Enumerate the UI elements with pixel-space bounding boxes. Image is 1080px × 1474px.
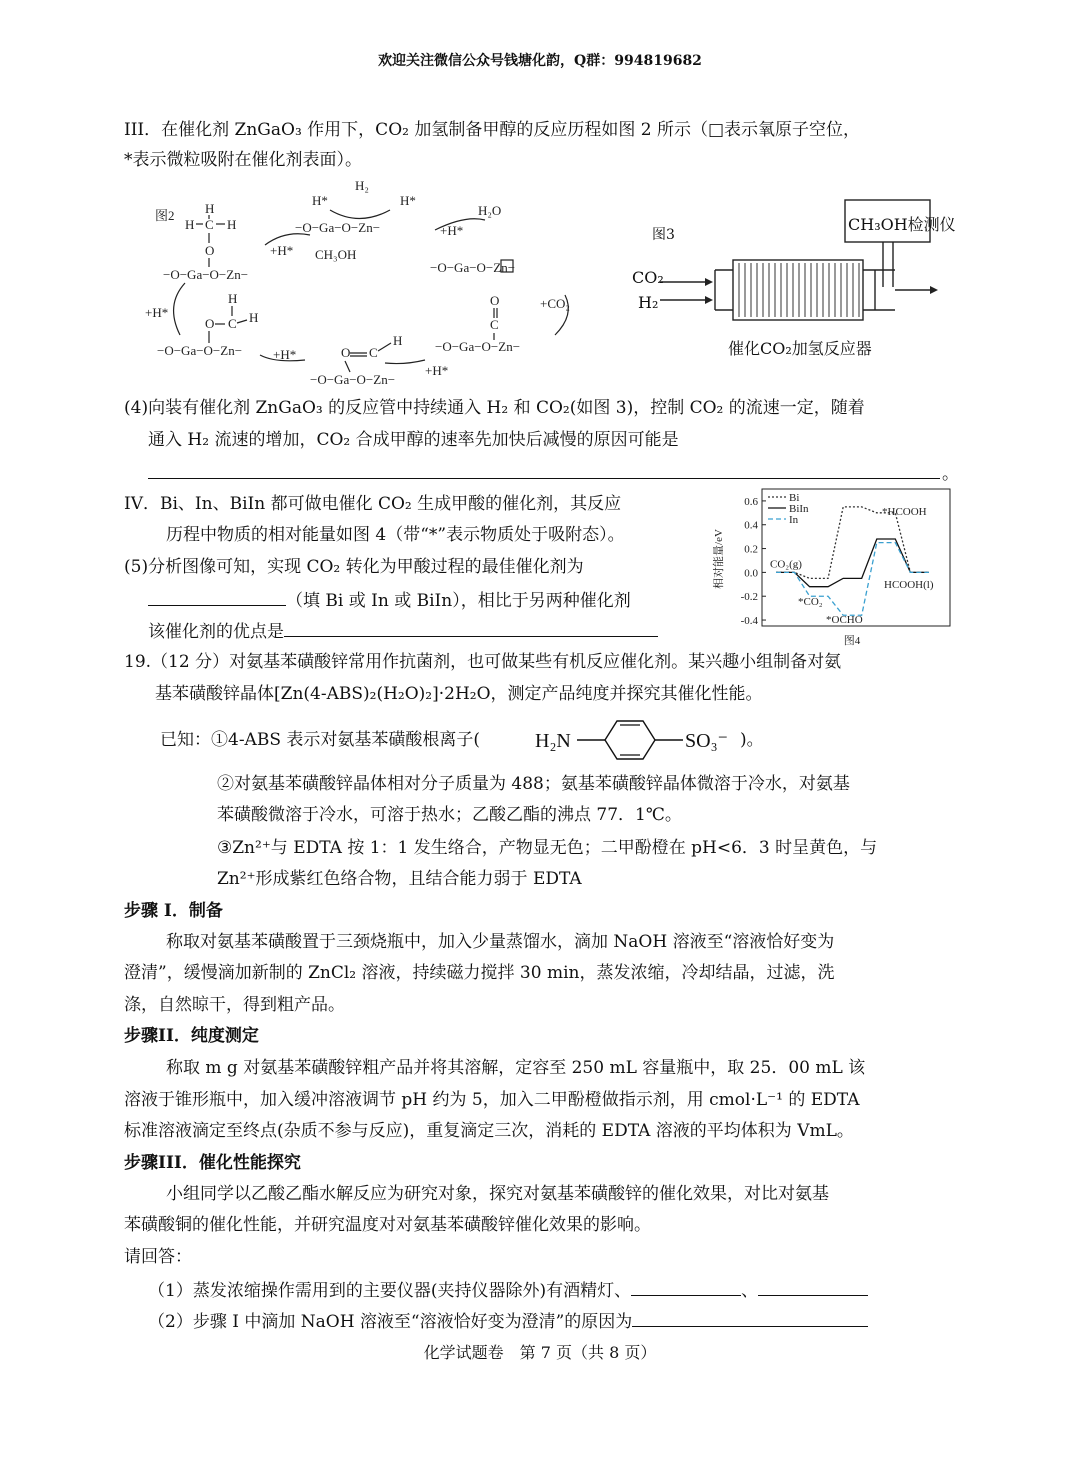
- fig4-legend-label: Bi: [789, 492, 800, 504]
- a2-line: [148, 1308, 868, 1334]
- q5-line1: (5)分析图像可知，实现 CO₂ 转化为甲酸过程的最佳催化剂为: [124, 557, 584, 577]
- reactor-tubes: [739, 263, 859, 317]
- fig2-label: 图2: [155, 208, 175, 223]
- known1-post: )。: [740, 730, 764, 750]
- fig4-ytick-label: 0.2: [744, 543, 758, 556]
- a1-blank-2[interactable]: [758, 1277, 868, 1296]
- fig3-co2-label: CO₂: [632, 268, 664, 287]
- q5-line2-text: （填 Bi 或 In 或 BiIn），相比于另两种催化剂: [286, 591, 631, 611]
- svg-text:+H*: +H*: [273, 347, 297, 362]
- a2-text: （2）步骤 I 中滴加 NaOH 溶液至“溶液恰好变为澄清”的原因为: [148, 1312, 633, 1332]
- svg-text:+H*: +H*: [270, 243, 294, 258]
- known1-line: [160, 728, 480, 752]
- fig2-chain-b: −O−Ga−O−Zn−: [295, 220, 381, 235]
- svg-text:C: C: [205, 217, 214, 232]
- a2-blank[interactable]: [632, 1308, 868, 1327]
- fig2-chain-d: −O−Ga−O−Zn−: [435, 339, 521, 354]
- part4-line1: IV．Bi、In、BiIn 都可做电催化 CO₂ 生成甲酸的催化剂，其反应: [124, 494, 622, 514]
- q5-line3-text: 该催化剂的优点是: [148, 622, 284, 642]
- known3-line2: Zn²⁺形成紫红色络合物，且结合能力弱于 EDTA: [217, 869, 582, 889]
- svg-text:C: C: [228, 316, 237, 331]
- part3-intro-line2: *表示微粒吸附在催化剂表面）。: [124, 150, 362, 170]
- svg-text:O: O: [205, 243, 215, 258]
- fig4-ytick-label: 0.0: [744, 567, 758, 580]
- step1-title: 步骤 I．制备: [124, 901, 223, 921]
- figure-4-energy-chart: [712, 484, 957, 649]
- q5-advantage-blank[interactable]: [284, 618, 658, 637]
- fig4-annotation: *HCOOH: [882, 506, 927, 518]
- known2-line2: 苯磺酸微溶于冷水，可溶于热水；乙酸乙酯的沸点 77．1℃。: [217, 805, 682, 825]
- fig4-title: 图4: [843, 635, 861, 647]
- step2-title: 步骤II．纯度测定: [124, 1026, 259, 1046]
- q5-line2: [148, 587, 631, 613]
- step2-line3: 标准溶液滴定至终点(杂质不参与反应)，重复滴定三次，消耗的 EDTA 溶液的平均体积为 VmL。: [124, 1121, 854, 1141]
- fig3-label: 图3: [652, 227, 675, 243]
- fig4-ytick-label: -0.4: [740, 615, 758, 628]
- known3-line1: ③Zn²⁺与 EDTA 按 1：1 发生络合，产物显无色；二甲酚橙在 pH<6．3 时呈黄色，与: [217, 838, 878, 858]
- svg-text:O: O: [490, 293, 500, 308]
- a1-blank-1[interactable]: [631, 1277, 741, 1296]
- a1-sep: 、: [741, 1281, 759, 1301]
- part4-line2: 历程中物质的相对能量如图 4（带“*”表示物质处于吸附态）。: [166, 525, 625, 545]
- svg-text:+CO₂: +CO₂: [540, 296, 570, 311]
- q5-line3: [148, 618, 658, 644]
- page-header: 欢迎关注微信公众号钱塘化韵，Q群：994819682: [378, 53, 702, 69]
- q4-end: 。: [942, 464, 959, 484]
- svg-text:H: H: [393, 333, 403, 348]
- q4-line2: 通入 H₂ 流速的增加，CO₂ 合成甲醇的速率先加快后减慢的原因可能是: [148, 430, 679, 450]
- fig2-chain-c: −O−Ga−O−Zn−: [430, 260, 516, 275]
- q4-answer-blank[interactable]: [148, 478, 940, 479]
- svg-text:C: C: [490, 317, 499, 332]
- answer-prompt: 请回答：: [124, 1247, 192, 1267]
- svg-text:O: O: [205, 316, 215, 331]
- q19-line1: 19.（12 分）对氨基苯磺酸锌常用作抗菌剂，也可做某些有机反应催化剂。某兴趣小组制备对氨: [124, 652, 842, 672]
- svg-text:+H*: +H*: [145, 305, 169, 320]
- struct-h2n: H₂N: [535, 730, 571, 752]
- figure-2-reaction-cycle: [145, 175, 605, 390]
- svg-text:H: H: [185, 217, 195, 232]
- fig4-ylabel: 相对能量/eV: [713, 529, 725, 589]
- fig4-ytick-label: 0.4: [744, 519, 758, 532]
- a1-text: （1）蒸发浓缩操作需用到的主要仪器(夹持仪器除外)有酒精灯、: [148, 1281, 632, 1301]
- step1-line2: 澄清”，缓慢滴加新制的 ZnCl₂ 溶液，持续磁力搅拌 30 min，蒸发浓缩，冷却结晶，过滤，洗: [124, 963, 835, 983]
- svg-text:H: H: [227, 217, 237, 232]
- svg-text:H₂O: H₂O: [478, 203, 502, 218]
- fig4-ytick-label: -0.2: [740, 591, 758, 604]
- svg-text:+H*: +H*: [425, 363, 449, 378]
- fig4-legend-label: In: [789, 514, 799, 526]
- step1-line1: 称取对氨基苯磺酸置于三颈烧瓶中，加入少量蒸馏水，滴加 NaOH 溶液至“溶液恰好变为: [166, 932, 835, 952]
- struct-so3: SO₃⁻: [685, 730, 729, 752]
- svg-text:H*: H*: [312, 193, 328, 208]
- fig3-detector-label: CH₃OH检测仪: [848, 215, 956, 234]
- step3-line1: 小组同学以乙酸乙酯水解反应为研究对象，探究对氨基苯磺酸锌的催化效果，对比对氨基: [166, 1184, 829, 1204]
- svg-text:C: C: [369, 345, 378, 360]
- step2-line2: 溶液于锥形瓶中，加入缓冲溶液调节 pH 约为 5，加入二甲酚橙做指示剂，用 cmol·L⁻¹ 的 EDTA: [124, 1090, 860, 1110]
- part3-intro-line1: III．在催化剂 ZnGaO₃ 作用下，CO₂ 加氢制备甲醇的反应历程如图 2 所示（□表示氧原子空位，: [124, 120, 861, 140]
- fig3-h2-label: H₂: [638, 293, 659, 312]
- page-footer: 化学试题卷 第 7 页（共 8 页）: [423, 1343, 657, 1362]
- fig4-ytick-label: 0.6: [744, 495, 758, 508]
- svg-text:+H*: +H*: [440, 223, 464, 238]
- fig2-chain-f: −O−Ga−O−Zn−: [157, 343, 243, 358]
- svg-text:H₂: H₂: [355, 178, 369, 193]
- fig3-reactor-label: 催化CO₂加氢反应器: [728, 339, 872, 358]
- svg-text:O: O: [341, 345, 351, 360]
- svg-text:H: H: [249, 310, 259, 325]
- q19-line2: 基苯磺酸锌晶体[Zn(4-ABS)₂(H₂O)₂]·2H₂O，测定产品纯度并探究其催化性能。: [155, 684, 763, 704]
- svg-text:H*: H*: [400, 193, 416, 208]
- step1-line3: 涤，自然晾干，得到粗产品。: [124, 995, 345, 1015]
- 4-abs-structure: [535, 715, 745, 763]
- svg-text:H: H: [228, 291, 238, 306]
- step3-title: 步骤III．催化性能探究: [124, 1153, 301, 1173]
- fig4-legend-label: BiIn: [789, 503, 809, 515]
- fig2-chain-a: −O−Ga−O−Zn−: [163, 267, 249, 282]
- step3-line2: 苯磺酸铜的催化性能，并研究温度对对氨基苯磺酸锌催化效果的影响。: [124, 1215, 651, 1235]
- fig4-annotation: CO₂(g): [770, 558, 802, 571]
- q5-catalyst-blank[interactable]: [148, 587, 286, 606]
- svg-text:CH₃OH: CH₃OH: [315, 247, 357, 262]
- known2-line1: ②对氨基苯磺酸锌晶体相对分子质量为 488；氨基苯磺酸锌晶体微溶于冷水，对氨基: [217, 774, 850, 794]
- svg-text:H: H: [205, 201, 215, 216]
- step2-line1: 称取 m g 对氨基苯磺酸锌粗产品并将其溶解，定容至 250 mL 容量瓶中，取 25．00 mL 该: [166, 1058, 866, 1078]
- fig4-annotation: *CO₂: [798, 596, 823, 608]
- known1-pre: 已知：①4-ABS 表示对氨基苯磺酸根离子(: [160, 730, 481, 750]
- a1-line: [148, 1277, 868, 1303]
- fig4-annotation: HCOOH(l): [884, 579, 934, 591]
- q4-line1: (4)向装有催化剂 ZnGaO₃ 的反应管中持续通入 H₂ 和 CO₂(如图 3)，控制 CO₂ 的流速一定，随着: [124, 398, 865, 418]
- fig2-chain-e: −O−Ga−O−Zn−: [310, 372, 396, 387]
- fig4-annotation: *OCHO: [826, 614, 863, 626]
